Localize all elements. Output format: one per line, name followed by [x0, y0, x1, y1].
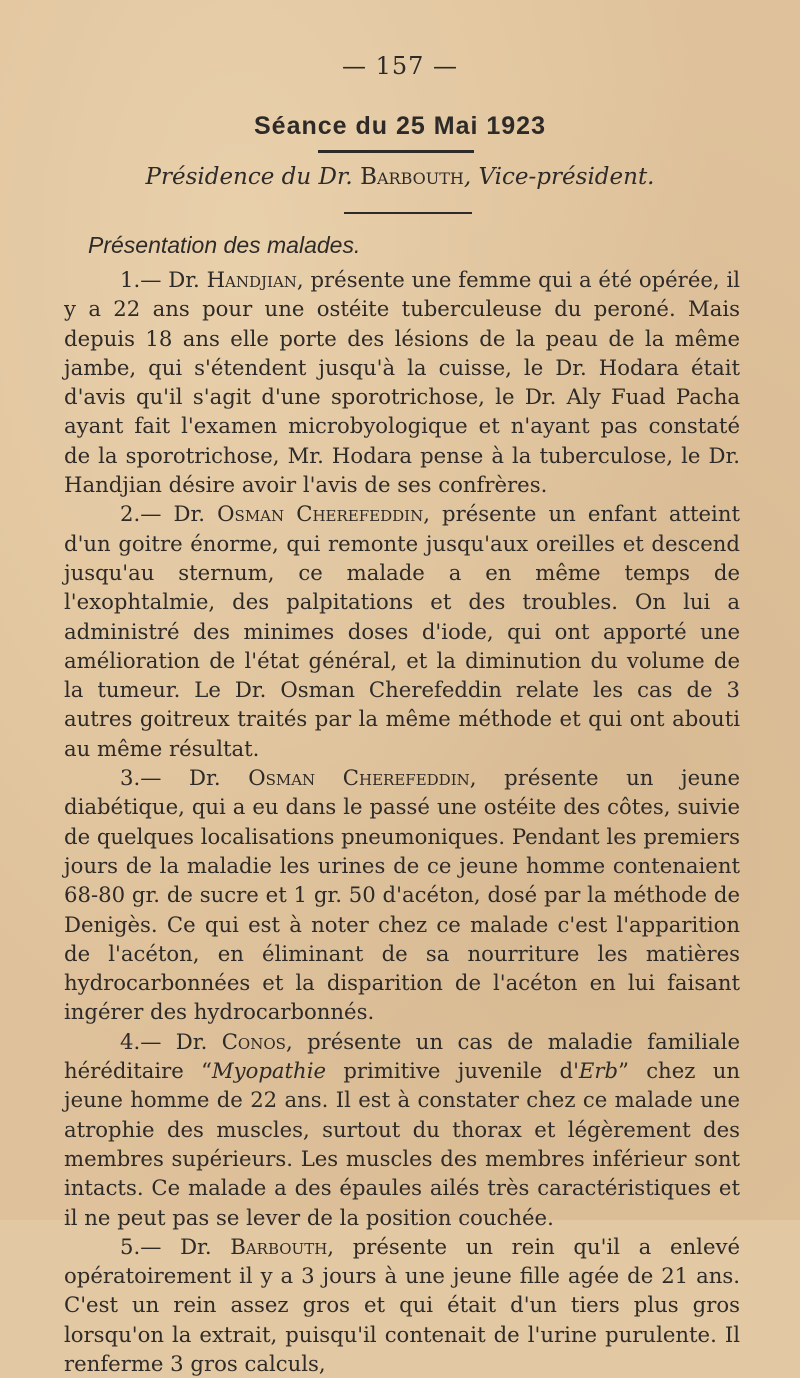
divider-rule	[318, 150, 474, 153]
doctor-name: Handjian	[206, 267, 297, 292]
doctor-name: Barbouth	[230, 1233, 328, 1259]
entry-number: 2.— Dr.	[120, 501, 218, 527]
session-heading: Séance du 25 Mai 1923	[254, 112, 546, 140]
entry-number: 5.— Dr.	[120, 1233, 231, 1259]
section-title: Présentation des malades.	[88, 232, 361, 258]
entry-text: , présente un cas de maladie familiale héréditaire “	[64, 1028, 740, 1084]
entry-number: 3.— Dr.	[120, 765, 249, 791]
entry-paragraph	[64, 763, 740, 1027]
doctor-name: Osman Cherefeddin	[248, 765, 470, 791]
entry-text: , présente un rein qu'il a enlevé opératoirement il y a 3 jours à une jeune fille agée de 21 ans. C'est un rein assez gros et qui était d'un tiers plus gros lorsqu'on la extrait, puisqu'il contenait de l'urine purulente. Il renferme 3 gros calculs,	[64, 1233, 740, 1376]
presidence-suffix: , Vice-président.	[463, 164, 655, 190]
page-number: — 157 —	[341, 52, 459, 80]
entry-text: , présente un enfant atteint d'un goitre énorme, qui remonte jusqu'aux oreilles et descend jusqu'au sternum, ce malade a en même temps de l'exophtalmie, des palpitations et des troubles. On lui a administré des minimes doses d'iode, qui ont apporté une amélioration de l'état général, et la diminution du volume de la tumeur. Le Dr. Osman Cherefeddin relate les cas de 3 autres goitreux traités par la même méthode et qui ont abouti au même résultat.	[64, 501, 740, 761]
entry-number: 4.— Dr.	[120, 1028, 222, 1054]
entry-text: , présente une femme qui a été opérée, il y a 22 ans pour une ostéite tuberculeuse du peroné. Mais depuis 18 ans elle porte des lésions de la peau de la même jambe, qui s'étendent jusqu'à la cuisse, le Dr. Hodara était d'avis qu'il s'agit d'une sporotrichose, le Dr. Aly Fuad Pacha ayant fait l'examen microbyologique et n'ayant pas constaté de la sporotrichose, Mr. Hodara pense à la tuberculose, le Dr. Handjian désire avoir l'avis de ses confrères.	[64, 267, 740, 498]
entry-paragraph	[64, 1027, 740, 1232]
entry-paragraph	[64, 1232, 740, 1378]
entry-text: primitive juvenile d'	[326, 1058, 579, 1084]
divider-rule	[344, 212, 472, 214]
entry-italic-term: Erb	[578, 1058, 619, 1084]
doctor-name: Osman Cherefeddin	[217, 501, 424, 527]
president-name: Barbouth	[360, 164, 464, 190]
presidence-prefix: Présidence du Dr.	[145, 164, 361, 190]
presidence-line	[0, 164, 800, 190]
doctor-name: Conos	[221, 1028, 286, 1054]
entry-number: 1.— Dr.	[120, 267, 207, 292]
body-text	[64, 265, 740, 1378]
entry-italic-term: Myopathie	[211, 1058, 327, 1084]
entry-text: ” chez un jeune homme de 22 ans. Il est à constater chez ce malade une atrophie des muscles, surtout du thorax et légèrement des membres supérieurs. Les muscles des membres inférieur sont intacts. Ce malade a des épaules ailés très caractéristiques et il ne peut pas se lever de la position couchée.	[64, 1058, 740, 1230]
entry-text: , présente un jeune diabétique, qui a eu dans le passé une ostéite des côtes, suivie de quelques localisations pneumoniques. Pendant les premiers jours de la maladie les urines de ce jeune homme contenaient 68-80 gr. de sucre et 1 gr. 50 d'acéton, dosé par la méthode de Denigès. Ce qui est à noter chez ce malade c'est l'apparition de l'acéton, en éliminant de sa nourriture les matières hydrocarbonnées et la disparition de l'acéton en lui faisant ingérer des hydrocarbonnés.	[64, 765, 740, 1025]
entry-paragraph	[64, 265, 740, 499]
entry-paragraph	[64, 499, 740, 763]
